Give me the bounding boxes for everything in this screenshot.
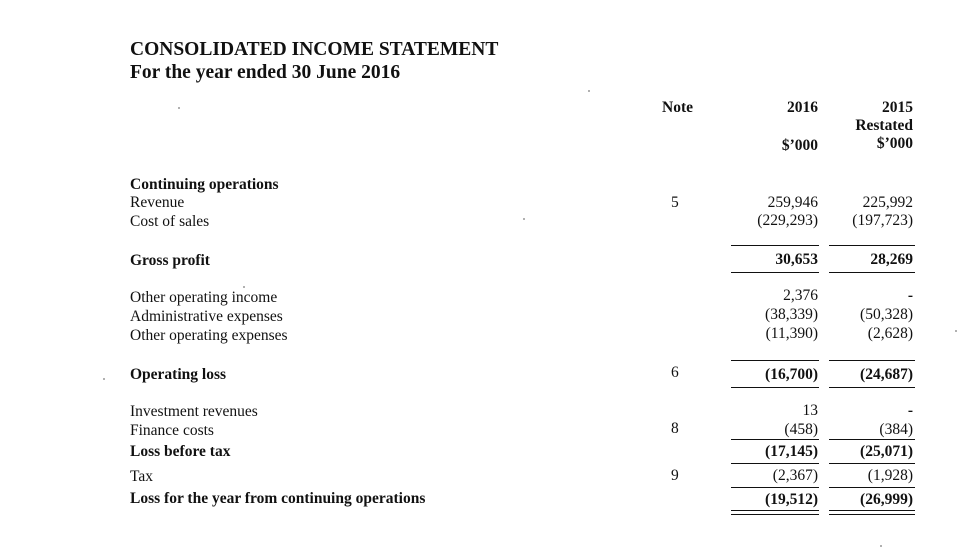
subtotal-rule-2016	[731, 439, 819, 440]
row-note-revenue: 5	[671, 194, 679, 211]
row-2015-revenue: 225,992	[862, 194, 913, 211]
row-2015-finance-costs: (384)	[879, 421, 913, 438]
row-note-operating-loss: 6	[671, 364, 679, 381]
row-label-finance-costs: Finance costs	[130, 422, 214, 439]
row-2016-revenue: 259,946	[767, 194, 818, 211]
row-note-tax: 9	[671, 467, 679, 484]
total-rule-2016	[731, 463, 819, 464]
unit-2015-header: $’000	[876, 135, 913, 152]
scan-speck	[955, 330, 957, 332]
row-2016-investment-revenues: 13	[802, 402, 818, 419]
row-label-operating-loss: Operating loss	[130, 366, 227, 383]
scan-speck	[243, 286, 245, 288]
row-label-cost-of-sales: Cost of sales	[130, 213, 210, 230]
row-2015-gross-profit: 28,269	[870, 251, 913, 268]
row-label-loss-for-the-year: Loss for the year from continuing operations	[130, 490, 426, 507]
row-label-tax: Tax	[130, 468, 154, 485]
total-rule-2016	[731, 272, 819, 273]
scan-speck	[178, 107, 180, 109]
scan-speck	[523, 218, 525, 220]
statement-title: CONSOLIDATED INCOME STATEMENT	[130, 39, 499, 60]
row-2015-investment-revenues: -	[907, 402, 913, 419]
row-2015-loss-for-the-year: (26,999)	[860, 491, 913, 508]
row-2015-cost-of-sales: (197,723)	[852, 212, 913, 229]
scan-speck	[103, 378, 105, 380]
row-2016-finance-costs: (458)	[784, 421, 818, 438]
subtotal-rule-2015	[829, 245, 915, 246]
row-2016-other-operating-expenses: (11,390)	[765, 325, 818, 342]
row-2015-administrative-expenses: (50,328)	[860, 306, 913, 323]
row-label-revenue: Revenue	[130, 194, 185, 211]
row-note-finance-costs: 8	[671, 420, 679, 437]
section-heading-continuing-operations: Continuing operations	[130, 176, 279, 193]
restated-header: Restated	[855, 117, 913, 134]
total-rule-2016	[731, 387, 819, 388]
row-label-investment-revenues: Investment revenues	[130, 403, 258, 420]
row-2016-administrative-expenses: (38,339)	[765, 306, 818, 323]
scan-speck	[880, 545, 882, 547]
row-2016-loss-before-tax: (17,145)	[765, 443, 818, 460]
row-2015-loss-before-tax: (25,071)	[860, 443, 913, 460]
row-2015-tax: (1,928)	[867, 467, 913, 484]
double-rule-2016	[731, 514, 819, 515]
note-column-header: Note	[662, 99, 693, 116]
total-rule-2015	[829, 463, 915, 464]
subtotal-rule-2015	[829, 360, 915, 361]
subtotal-rule-2016	[731, 487, 819, 488]
subtotal-rule-2016	[731, 245, 819, 246]
year-2015-header: 2015	[882, 99, 913, 116]
total-rule-2015	[829, 387, 915, 388]
row-2016-cost-of-sales: (229,293)	[757, 212, 818, 229]
row-2015-other-operating-income: -	[907, 287, 913, 304]
row-label-administrative-expenses: Administrative expenses	[130, 308, 283, 325]
year-2016-header: 2016	[787, 99, 818, 116]
scan-speck	[588, 90, 590, 92]
row-2015-operating-loss: (24,687)	[860, 366, 913, 383]
row-label-loss-before-tax: Loss before tax	[130, 443, 231, 460]
row-label-other-operating-income: Other operating income	[130, 289, 278, 306]
subtotal-rule-2015	[829, 439, 915, 440]
total-rule-2015	[829, 272, 915, 273]
subtotal-rule-2016	[731, 360, 819, 361]
row-2016-gross-profit: 30,653	[775, 251, 818, 268]
row-2016-tax: (2,367)	[772, 467, 818, 484]
row-label-gross-profit: Gross profit	[130, 252, 210, 269]
statement-subtitle: For the year ended 30 June 2016	[130, 62, 401, 83]
subtotal-rule-2015	[829, 487, 915, 488]
row-2015-other-operating-expenses: (2,628)	[867, 325, 913, 342]
unit-2016-header: $’000	[781, 137, 818, 154]
double-rule-2015	[829, 514, 915, 515]
row-2016-loss-for-the-year: (19,512)	[765, 491, 818, 508]
row-2016-other-operating-income: 2,376	[783, 287, 818, 304]
double-rule-2016	[731, 510, 819, 511]
row-2016-operating-loss: (16,700)	[765, 366, 818, 383]
double-rule-2015	[829, 510, 915, 511]
row-label-other-operating-expenses: Other operating expenses	[130, 327, 288, 344]
